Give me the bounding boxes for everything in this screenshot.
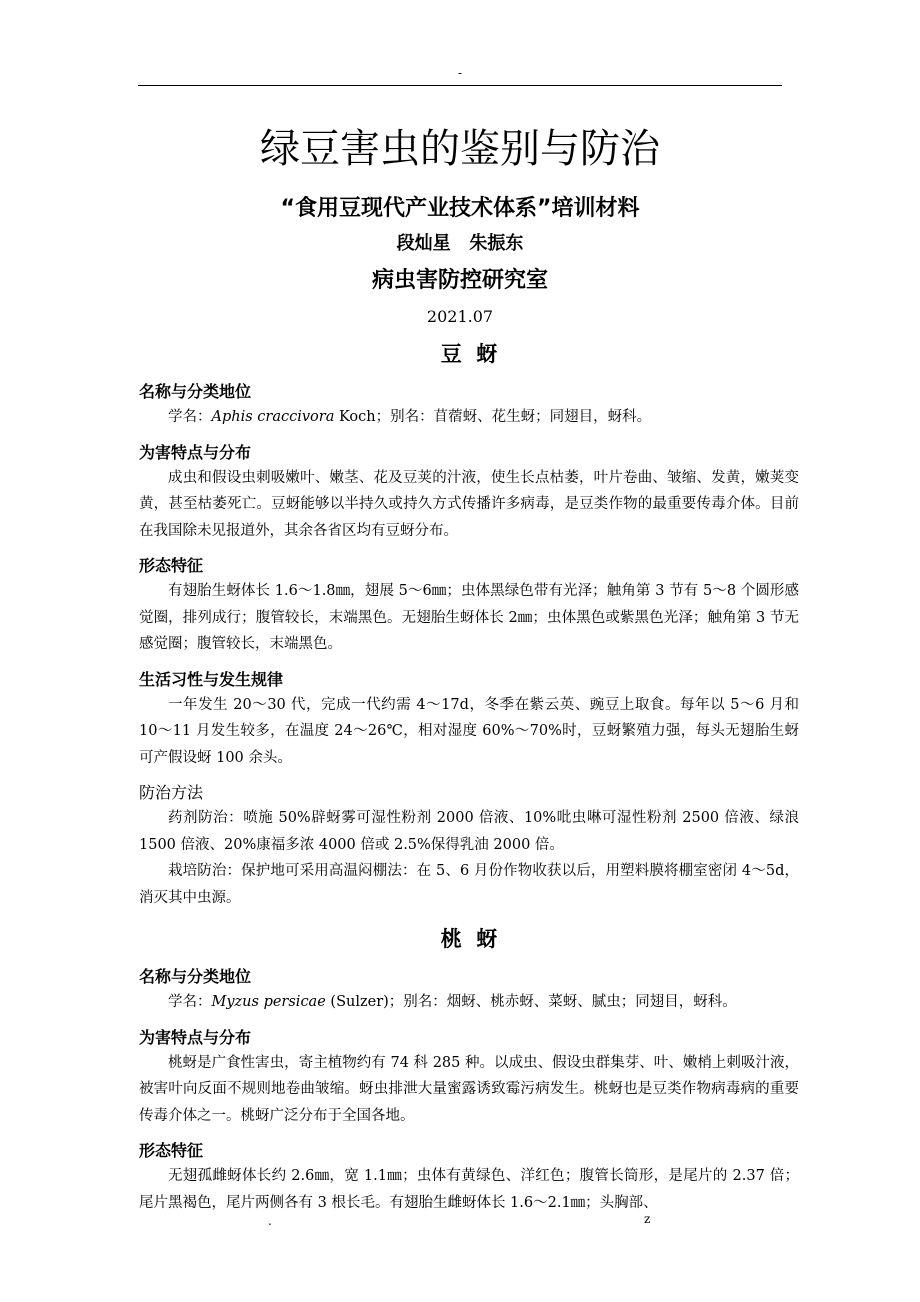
footer-left-mark: .	[268, 1214, 272, 1228]
scientific-name: Aphis craccivora	[211, 409, 335, 425]
paragraph-control-chemical: 药剂防治：喷施 50%辟蚜雾可湿性粉剂 2000 倍液、10%吡虫啉可湿性粉剂 2500 倍液、绿浪 1500 倍液、20%康福多浓 4000 倍或 2.5%保得乳油 2000 倍。	[139, 810, 799, 853]
document-body	[139, 338, 799, 1216]
subtitle: “食用豆现代产业技术体系”培训材料	[280, 196, 640, 221]
footer-right-mark: z	[644, 1212, 651, 1226]
heading-harm: 为害特点与分布	[139, 1027, 252, 1047]
header-rule	[138, 85, 782, 86]
organization: 病虫害防控研究室	[371, 268, 548, 293]
paragraph-name: 学名：Aphis craccivora Koch；别名：苜蓿蚜、花生蚜；同翅目，蚜科。	[168, 409, 652, 425]
paragraph-form: 无翅孤雌蚜体长约 2.6㎜，宽 1.1㎜；虫体有黄绿色、洋红色；腹管长筒形，是尾片的 2.37 倍；尾片黑褐色，尾片两侧各有 3 根长毛。有翅胎生雌蚜体长 1.6～2.1㎜；头胸部、	[139, 1168, 799, 1211]
section-title: 桃 蚜	[440, 927, 498, 951]
heading-harm: 为害特点与分布	[139, 442, 252, 462]
header-mark: -	[457, 66, 463, 80]
heading-control: 防治方法	[139, 783, 204, 802]
heading-form: 形态特征	[139, 1141, 204, 1160]
paragraph-harm: 桃蚜是广食性害虫，寄主植物约有 74 科 285 种。以成虫、假设虫群集芽、叶、嫩梢上刺吸汁液，被害叶向反面不规则地卷曲皱缩。蚜虫排泄大量蜜露诱致霉污病发生。桃蚜也是豆类作物病毒病的重要传毒介体之一。桃蚜广泛分布于全国各地。	[139, 1054, 799, 1124]
page-title: 绿豆害虫的鉴别与防治	[260, 126, 660, 172]
paragraph-name: 学名：Myzus persicae (Sulzer)；别名：烟蚜、桃赤蚜、菜蚜、腻虫；同翅目，蚜科。	[168, 994, 737, 1010]
heading-name: 名称与分类地位	[139, 382, 252, 401]
heading-form: 形态特征	[139, 556, 204, 575]
section-title: 豆 蚜	[440, 342, 498, 366]
paragraph-life: 一年发生 20～30 代，完成一代约需 4～17d，冬季在紫云英、豌豆上取食。每年以 5～6 月和 10～11 月发生较多，在温度 24～26℃，相对湿度 60%～70%时，豆蚜繁殖力强，每头无翅胎生蚜可产假设蚜 100 余头。	[139, 696, 799, 766]
paragraph-control-cultural: 栽培防治：保护地可采用高温闷棚法：在 5、6 月份作物收获以后，用塑料膜将棚室密闭 4～5d，消灭其中虫源。	[139, 863, 799, 906]
heading-life: 生活习性与发生规律	[139, 669, 284, 689]
date: 2021.07	[426, 307, 494, 326]
paragraph-harm: 成虫和假设虫刺吸嫩叶、嫩茎、花及豆荚的汁液，使生长点枯萎，叶片卷曲、皱缩、发黄，嫩荚变黄，甚至枯萎死亡。豆蚜能够以半持久或持久方式传播许多病毒，是豆类作物的最重要传毒介体。目前在我国除未见报道外，其余各省区均有豆蚜分布。	[139, 469, 799, 539]
heading-name: 名称与分类地位	[139, 967, 252, 986]
scientific-name: Myzus persicae	[211, 994, 326, 1010]
paragraph-form: 有翅胎生蚜体长 1.6～1.8㎜，翅展 5～6㎜；虫体黑绿色带有光泽；触角第 3 节有 5～8 个圆形感觉圈，排列成行；腹管较长，末端黑色。无翅胎生蚜体长 2㎜；虫体黑色或紫黑色光泽；触角第 3 节无感觉圈；腹管较长，末端黑色。	[139, 583, 799, 652]
authors: 段灿星 朱振东	[396, 233, 524, 254]
